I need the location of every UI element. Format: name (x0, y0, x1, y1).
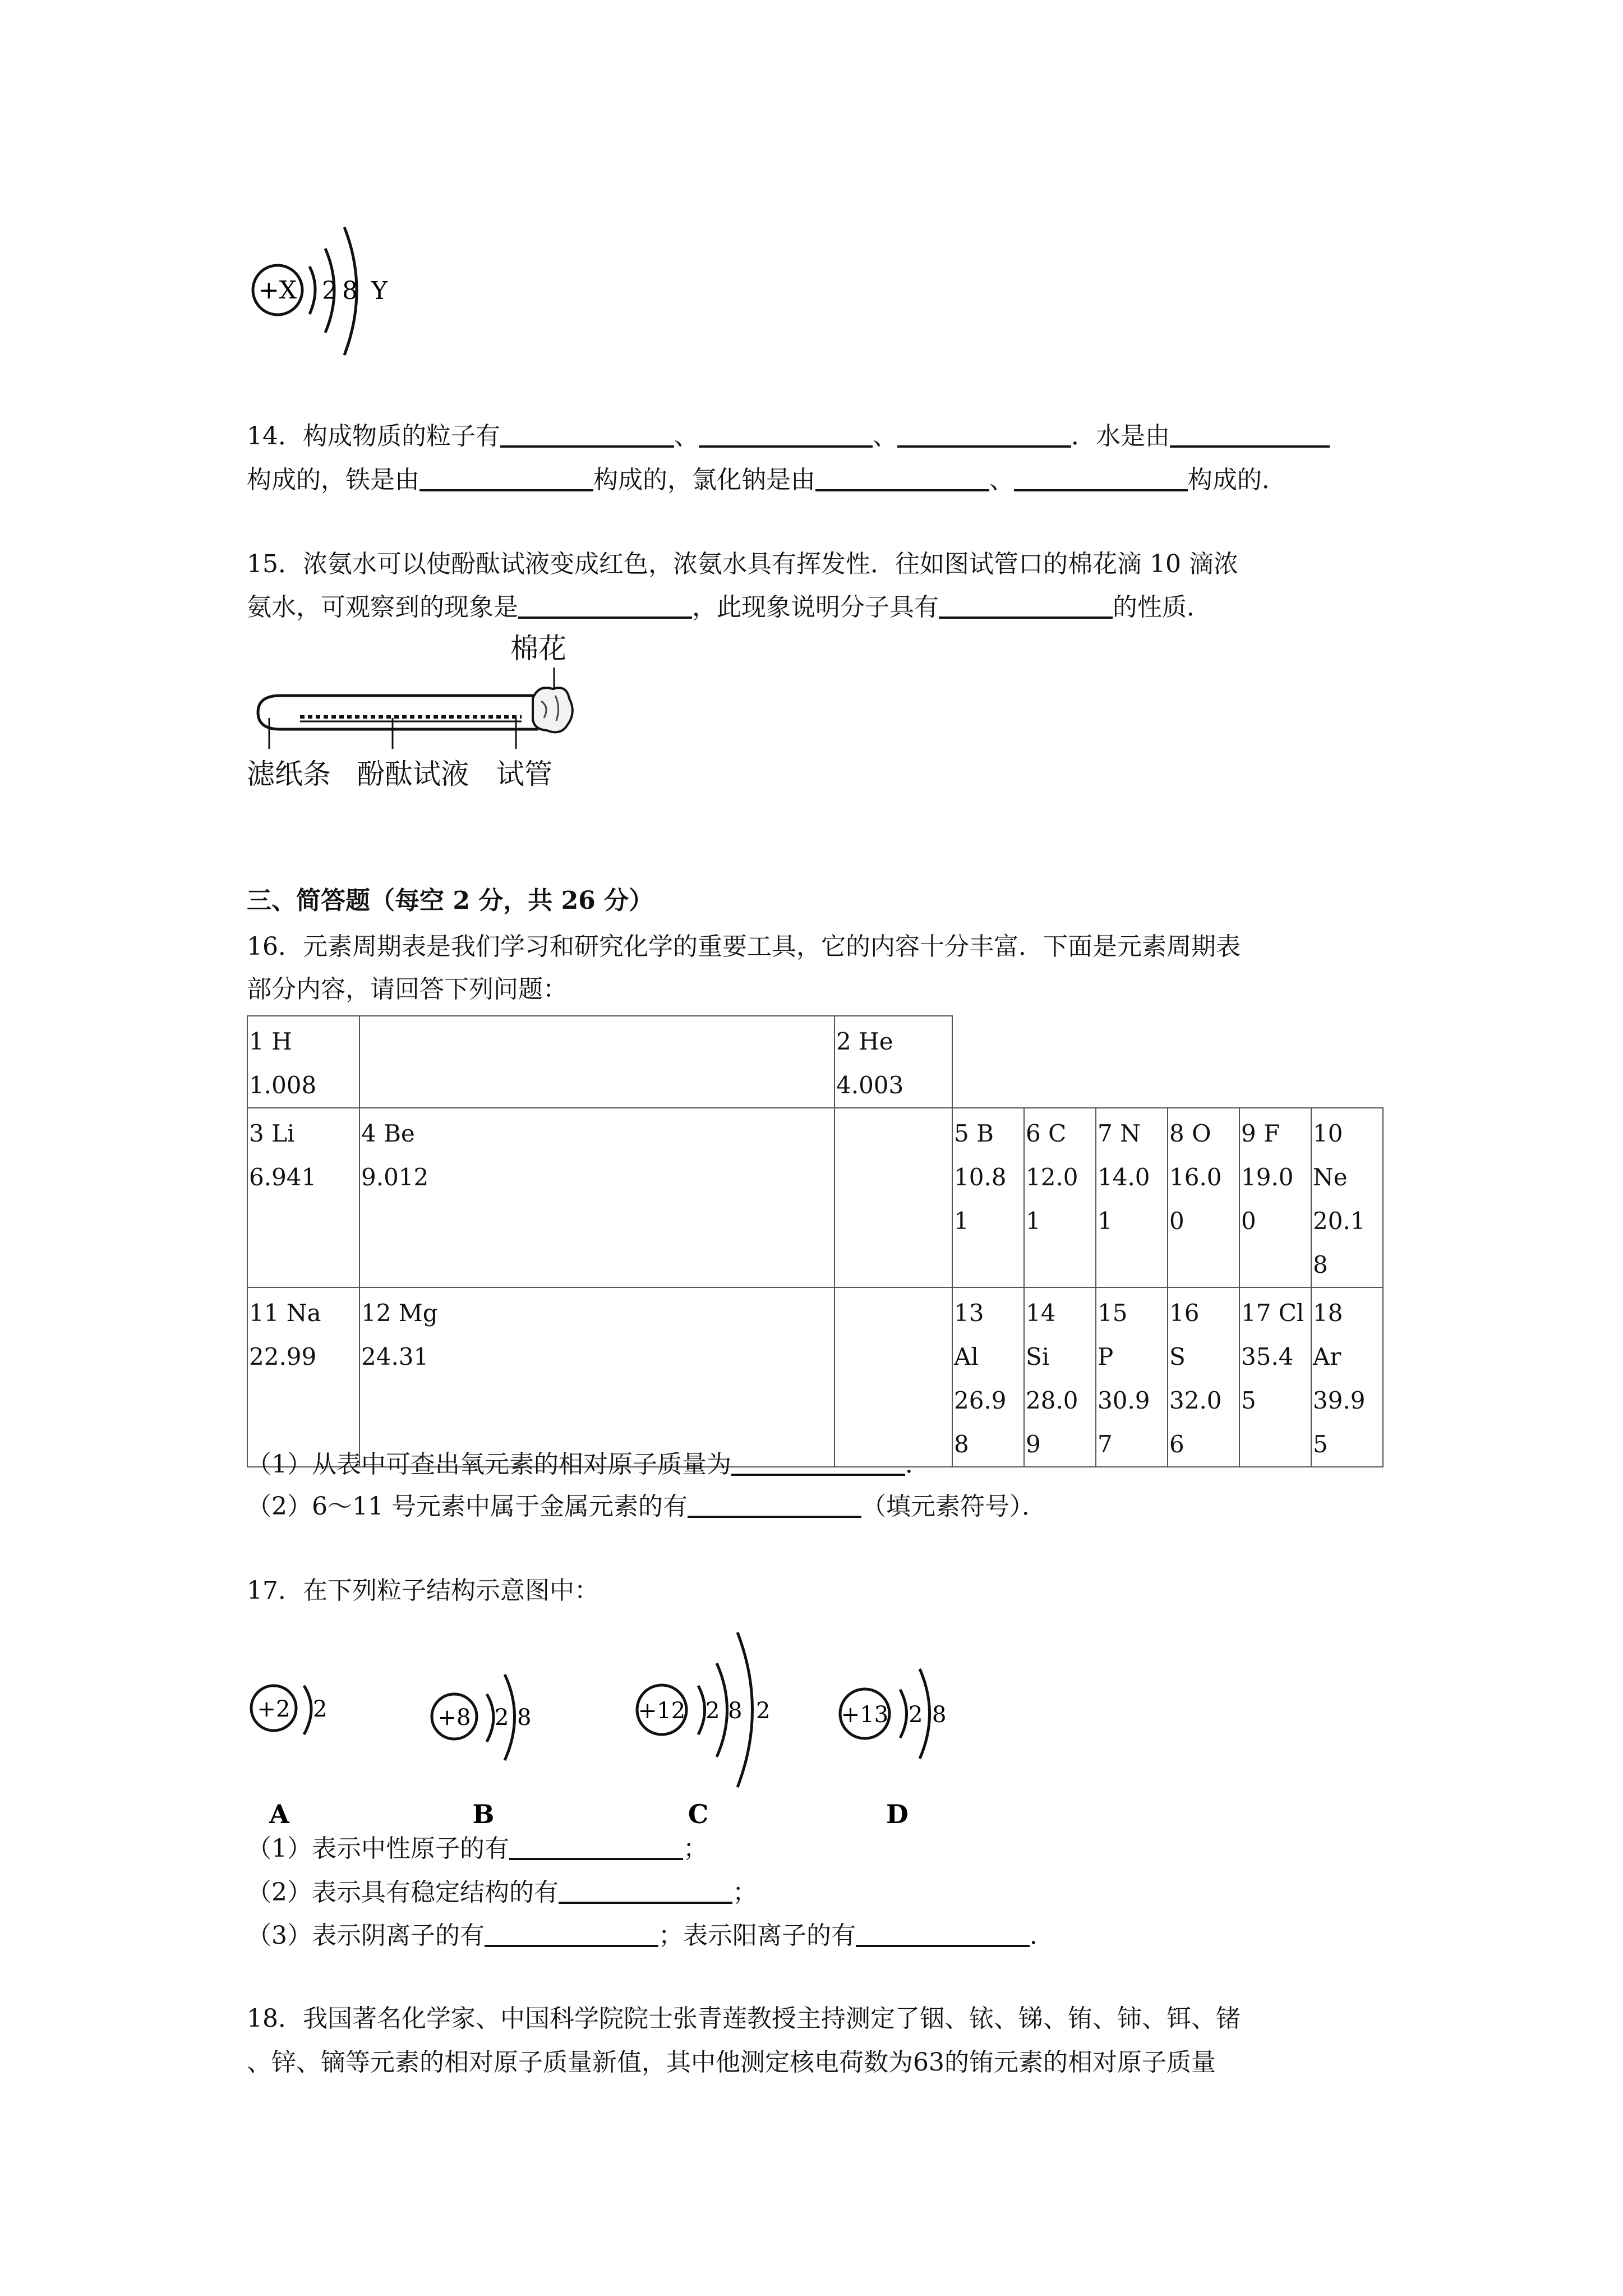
phenolphthalein-label: 酚酞试液 (357, 758, 469, 790)
table-cell: 1 H 1.008 (247, 1016, 359, 1108)
answer-blank[interactable] (559, 1877, 732, 1904)
svg-text:D: D (886, 1799, 909, 1829)
table-cell: 14 Si 28.0 9 (1024, 1287, 1096, 1467)
q14-line1: 14．构成物质的粒子有 、 、 ．水是由 (247, 419, 1330, 454)
q17-sub3: （3）表示阴离子的有 ；表示阳离子的有 ． (247, 1921, 1054, 1950)
answer-blank[interactable] (939, 592, 1113, 619)
diagram-a (251, 1686, 327, 1829)
particle-diagrams (241, 1610, 1026, 1834)
svg-text:2: 2 (495, 1705, 509, 1731)
table-cell: 15 P 30.9 7 (1096, 1287, 1168, 1467)
section-title: 三、简答题（每空 2 分，共 26 分） (247, 886, 654, 915)
svg-text:2: 2 (706, 1698, 720, 1724)
svg-text:8: 8 (932, 1702, 947, 1728)
answer-blank[interactable] (419, 464, 593, 491)
q18-line2: 、锌、镝等元素的相对原子质量新值，其中他测定核电荷数为63的铕元素的相对原子质量 (247, 2048, 1216, 2077)
filter-paper-label: 滤纸条 (247, 758, 331, 790)
diagram-c (637, 1632, 770, 1829)
answer-blank[interactable] (1014, 464, 1188, 491)
answer-blank[interactable] (518, 592, 692, 619)
q15-line2: 氨水，可观察到的现象是 ，此现象说明分子具有 的性质． (247, 593, 1211, 622)
q13-atom-diagram (247, 205, 415, 367)
diagram-d (840, 1669, 946, 1829)
answer-blank[interactable] (1170, 421, 1330, 448)
table-cell: 10 Ne 20.1 8 (1311, 1108, 1383, 1287)
periodic-table (247, 1015, 1384, 1467)
q14-line2: 构成的，铁是由 构成的，氯化钠是由 、 构成的． (247, 466, 1287, 494)
table-cell: 3 Li 6.941 (247, 1108, 359, 1287)
svg-text:+12: +12 (638, 1698, 686, 1724)
test-tube-label: 试管 (496, 758, 552, 790)
shell-label: 8 (342, 277, 358, 305)
table-cell: 18 Ar 39.9 5 (1311, 1287, 1383, 1467)
table-cell: 17 Cl 35.4 5 (1239, 1287, 1311, 1467)
svg-text:A: A (269, 1799, 289, 1829)
svg-text:8: 8 (517, 1705, 532, 1731)
svg-text:B: B (472, 1799, 495, 1829)
answer-blank[interactable] (856, 1920, 1030, 1947)
q16-sub1: （1）从表中可查出氧元素的相对原子质量为 ． (247, 1450, 930, 1479)
table-cell: 6 C 12.0 1 (1024, 1108, 1096, 1287)
table-cell: 4 Be 9.012 (359, 1108, 834, 1287)
svg-text:C: C (688, 1799, 709, 1829)
table-cell: 16 S 32.0 6 (1168, 1287, 1239, 1467)
table-cell (834, 1108, 952, 1287)
q17-sub2: （2）表示具有稳定结构的有 ； (247, 1878, 757, 1907)
answer-blank[interactable] (485, 1920, 658, 1947)
table-cell: 5 B 10.8 1 (952, 1108, 1024, 1287)
q15-line1: 15．浓氨水可以使酚酞试液变成红色，浓氨水具有挥发性．往如图试管口的棉花滴 10 滴浓 (247, 550, 1238, 578)
table-cell (834, 1287, 952, 1467)
table-cell: 13 Al 26.9 8 (952, 1287, 1024, 1467)
table-cell: 9 F 19.0 0 (1239, 1108, 1311, 1287)
q17-sub1: （1）表示中性原子的有 ； (247, 1834, 708, 1863)
shell-label: 2 (322, 277, 338, 305)
svg-text:8: 8 (728, 1698, 743, 1724)
answer-blank[interactable] (897, 421, 1071, 448)
svg-text:2: 2 (313, 1696, 328, 1722)
cotton-label: 棉花 (510, 632, 566, 665)
table-cell: 7 N 14.0 1 (1096, 1108, 1168, 1287)
table-cell: 12 Mg 24.31 (359, 1287, 834, 1467)
svg-text:+13: +13 (841, 1702, 889, 1728)
svg-text:+2: +2 (257, 1696, 291, 1722)
svg-text:+8: +8 (437, 1705, 471, 1731)
answer-blank[interactable] (500, 421, 674, 448)
answer-blank[interactable] (699, 421, 873, 448)
answer-blank[interactable] (688, 1491, 861, 1518)
svg-text:2: 2 (756, 1698, 771, 1724)
answer-blank[interactable] (731, 1449, 905, 1476)
answer-blank[interactable] (815, 464, 989, 491)
nucleus-label: +X (258, 276, 297, 305)
table-cell: 11 Na 22.99 (247, 1287, 359, 1467)
q16-line1: 16．元素周期表是我们学习和研究化学的重要工具，它的内容十分丰富．下面是元素周期表 (247, 932, 1241, 961)
q16-sub2: （2）6～11 号元素中属于金属元素的有 （填元素符号）． (247, 1492, 1046, 1521)
table-cell: 8 O 16.0 0 (1168, 1108, 1239, 1287)
answer-blank[interactable] (509, 1833, 683, 1860)
test-tube-diagram (247, 628, 606, 802)
diagram-b (432, 1674, 531, 1829)
table-cell: 2 He 4.003 (834, 1016, 952, 1108)
shell-label: Y (371, 277, 388, 305)
q18-line1: 18．我国著名化学家、中国科学院院士张青莲教授主持测定了铟、铱、锑、铕、铈、铒、锗 (247, 2004, 1241, 2033)
q17-line1: 17．在下列粒子结构示意图中： (247, 1576, 599, 1605)
svg-text:2: 2 (909, 1702, 923, 1728)
table-cell (359, 1016, 834, 1108)
q16-line2: 部分内容，请回答下列问题： (247, 975, 568, 1004)
